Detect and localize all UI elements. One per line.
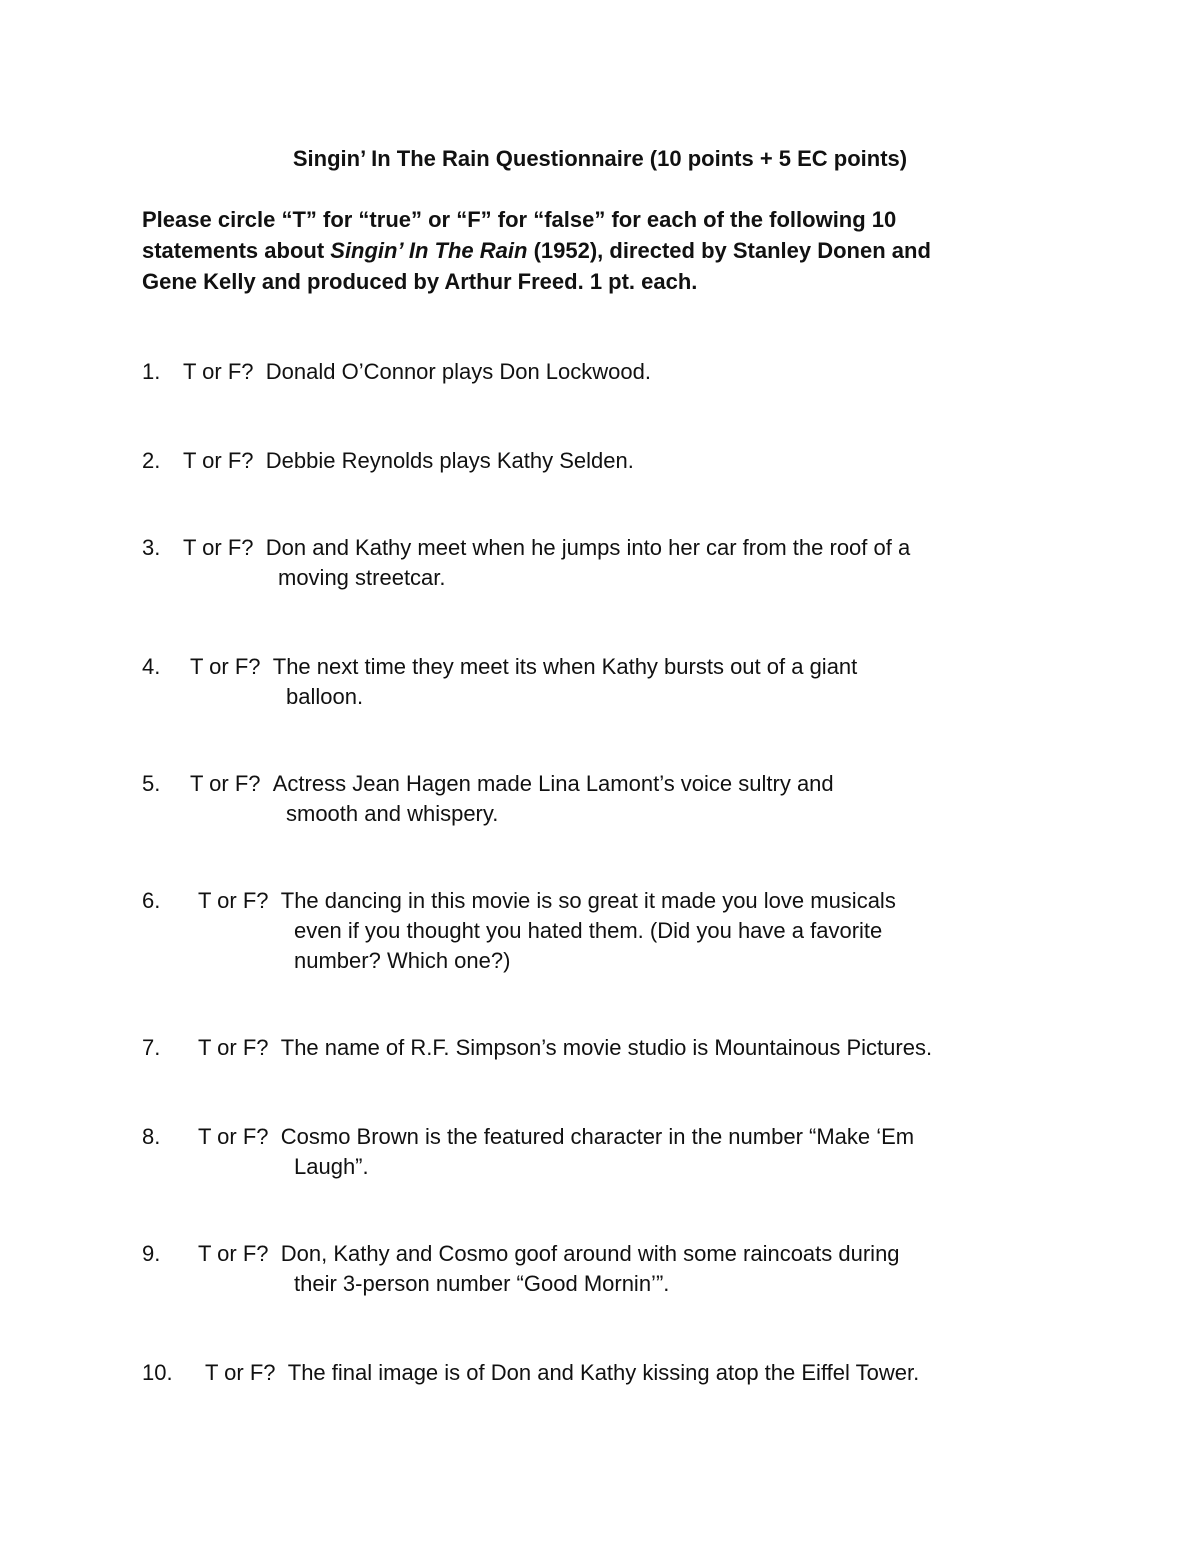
question-text: Actress Jean Hagen made Lina Lamont’s voice sultry and (272, 771, 834, 796)
question-statement (183, 533, 910, 593)
question-line (183, 533, 910, 563)
question-line (190, 652, 857, 682)
question-text: Debbie Reynolds plays Kathy Selden. (265, 448, 634, 473)
instructions (142, 204, 1072, 297)
question-line-continued: number? Which one?) (294, 948, 511, 973)
question-statement (198, 1122, 914, 1182)
question-statement (198, 1033, 932, 1063)
question-statement (205, 1358, 919, 1388)
true-false-prompt[interactable]: T or F? (205, 1360, 276, 1385)
question-statement (183, 446, 634, 476)
true-false-prompt[interactable]: T or F? (183, 535, 254, 560)
question-line-continued: smooth and whispery. (286, 801, 499, 826)
question-text: The dancing in this movie is so great it made you love musicals (280, 888, 896, 913)
question-line-continued: Laugh”. (294, 1154, 369, 1179)
instructions-line-2 (142, 235, 1072, 266)
question-line-continued: their 3-person number “Good Mornin’”. (294, 1271, 670, 1296)
true-false-prompt[interactable]: T or F? (183, 359, 254, 384)
question-statement (190, 769, 834, 829)
question-line (198, 1033, 932, 1063)
question-number: 5. (142, 771, 161, 796)
film-title-italic: Singin’ In The Rain (330, 238, 528, 263)
question-line-continued: balloon. (286, 684, 364, 709)
question-line (198, 1122, 914, 1152)
question-number: 8. (142, 1124, 161, 1149)
question-number: 7. (142, 1035, 161, 1060)
true-false-prompt[interactable]: T or F? (190, 771, 261, 796)
true-false-prompt[interactable]: T or F? (198, 1241, 269, 1266)
question-text: Don and Kathy meet when he jumps into her car from the roof of a (265, 535, 911, 560)
question-text: Cosmo Brown is the featured character in the number “Make ‘Em (280, 1124, 915, 1149)
question-number: 6. (142, 888, 161, 913)
question-number: 10. (142, 1360, 173, 1385)
question-statement (183, 357, 651, 387)
true-false-prompt[interactable]: T or F? (198, 888, 269, 913)
question-line (198, 886, 896, 916)
instructions-line-2-pre: statements about (142, 238, 331, 263)
question-line-continued: even if you thought you hated them. (Did you have a favorite (294, 918, 883, 943)
question-number: 4. (142, 654, 161, 679)
question-text: The name of R.F. Simpson’s movie studio is Mountainous Pictures. (280, 1035, 933, 1060)
true-false-prompt[interactable]: T or F? (190, 654, 261, 679)
page-title: Singin’ In The Rain Questionnaire (10 points + 5 EC points) (292, 146, 908, 171)
question-number: 3. (142, 535, 161, 560)
true-false-prompt[interactable]: T or F? (198, 1124, 269, 1149)
question-text: Donald O’Connor plays Don Lockwood. (265, 359, 651, 384)
question-line (198, 1239, 900, 1269)
instructions-line-1: Please circle “T” for “true” or “F” for “false” for each of the following 10 (142, 207, 897, 232)
instructions-line-3: Gene Kelly and produced by Arthur Freed. 1 pt. each. (142, 269, 698, 294)
question-number: 2. (142, 448, 161, 473)
question-number: 1. (142, 359, 161, 384)
true-false-prompt[interactable]: T or F? (198, 1035, 269, 1060)
question-number: 9. (142, 1241, 161, 1266)
question-line (183, 357, 651, 387)
question-text: The next time they meet its when Kathy bursts out of a giant (272, 654, 858, 679)
true-false-prompt[interactable]: T or F? (183, 448, 254, 473)
instructions-line-2-post: (1952), directed by Stanley Donen and (527, 238, 931, 263)
question-text: The final image is of Don and Kathy kissing atop the Eiffel Tower. (287, 1360, 920, 1385)
question-text: Don, Kathy and Cosmo goof around with some raincoats during (280, 1241, 900, 1266)
question-statement (190, 652, 857, 712)
question-line (183, 446, 634, 476)
question-line (190, 769, 834, 799)
question-statement (198, 1239, 900, 1299)
question-line (205, 1358, 919, 1388)
question-statement (198, 886, 896, 976)
question-line-continued: moving streetcar. (278, 565, 446, 590)
